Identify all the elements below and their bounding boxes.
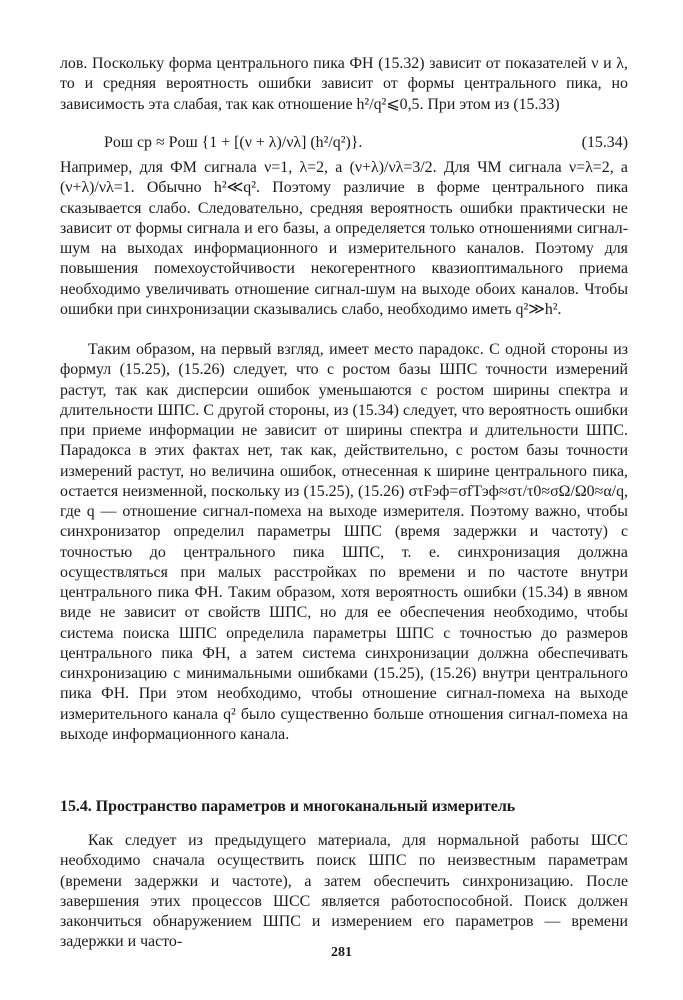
paragraph-text: Например, для ФМ сигнала ν=1, λ=2, а (ν+λ)/νλ=3/2. Для ЧМ сигнала ν=λ=2, а (ν+λ)/νλ=1. Обычно h²≪q². Поэтому различие в форме центрального пика сказывается слабо. Следовательно, средняя вероятность ошибки практически не зависит от формы сигнала и его базы, а определяется только отношениями сигнал-шум на выходах информационного и измерительного каналов. Поэтому для повышения помехоустойчивости некогерентного квазиоптимального приема необходимо увеличивать отношение сигнал-шум на выходе обоих каналов. Чтобы ошибки при синхронизации сказывались слабо, необходимо иметь q²≫h². <box>60 159 628 318</box>
paragraph-text: Таким образом, на первый взгляд, имеет место парадокс. С одной стороны из формул (15.25), (15.26) следует, что с ростом базы ШПС точности измерений растут, так как дисперсии ошибок уменьшаются с ростом ширины спектра и длительности ШПС. С другой стороны, из (15.34) следует, что вероятность ошибки при приеме информации не зависит от ширины спектра и длительности ШПС. Парадокса в этих фактах нет, так как, действительно, с ростом базы точности измерений растут, но величина ошибок, отнесенная к ширине центрального пика, остается неизменной, поскольку из (15.25), (15.26) στFэф=σfTэф≈στ/τ0≈σΩ/Ω0≈α/q, где q — отношение сигнал-помеха на выходе измерителя. Поэтому важно, чтобы синхронизатор определил параметры ШПС (время задержки и частоту) с точностью до центрального пика ШПС, т. е. синхронизация должна осуществляться при малых расстройках по времени и по частоте внутри центрального пика ФН. Таким образом, хотя вероятность ошибки (15.34) в явном виде не зависит от свойств ШПС, но для ее обеспечения необходимо, чтобы система поиска ШПС определила параметры ШПС с точностью до размеров центрального пика ФН, а затем система синхронизации должна обеспечивать синхронизацию с минимальными ошибками (15.25), (15.26) внутри центрального пика ФН. При этом необходимо, чтобы отношение сигнал-помеха на выходе измерительного канала q² было существенно больше отношения сигнал-помеха на выходе информационного канала. <box>60 341 628 743</box>
paragraph-paradox <box>60 340 628 745</box>
paragraph-text: Как следует из предыдущего материала, для нормальной работы ШСС необходимо сначала осуществить поиск ШПС по неизвестным параметрам (времени задержки и частоте), а затем обеспечить синхронизацию. После завершения этих процессов ШСС является работоспособной. Поиск должен закончиться обнаружением ШПС и измерением его параметров — времени задержки и часто- <box>60 832 628 951</box>
equation-number: (15.34) <box>581 134 628 151</box>
paragraph-example <box>60 158 628 320</box>
paragraph-text: лов. Поскольку форма центрального пика ФН (15.32) зависит от показателей ν и λ, то и средняя вероятность ошибки зависит от формы центрального пика, но зависимость эта слабая, так как отношение h²/q²⩽0,5. При этом из (15.33) <box>60 55 628 113</box>
formula-15-34 <box>60 132 628 154</box>
section-heading: 15.4. Пространство параметров и многоканальный измеритель <box>60 798 516 815</box>
formula-expression: Pош ср ≈ Pош {1 + [(ν + λ)/νλ] (h²/q²)}. <box>104 134 363 151</box>
paragraph-continuation <box>60 54 628 115</box>
paragraph-section-intro <box>60 831 628 953</box>
page-number: 281 <box>331 945 352 960</box>
